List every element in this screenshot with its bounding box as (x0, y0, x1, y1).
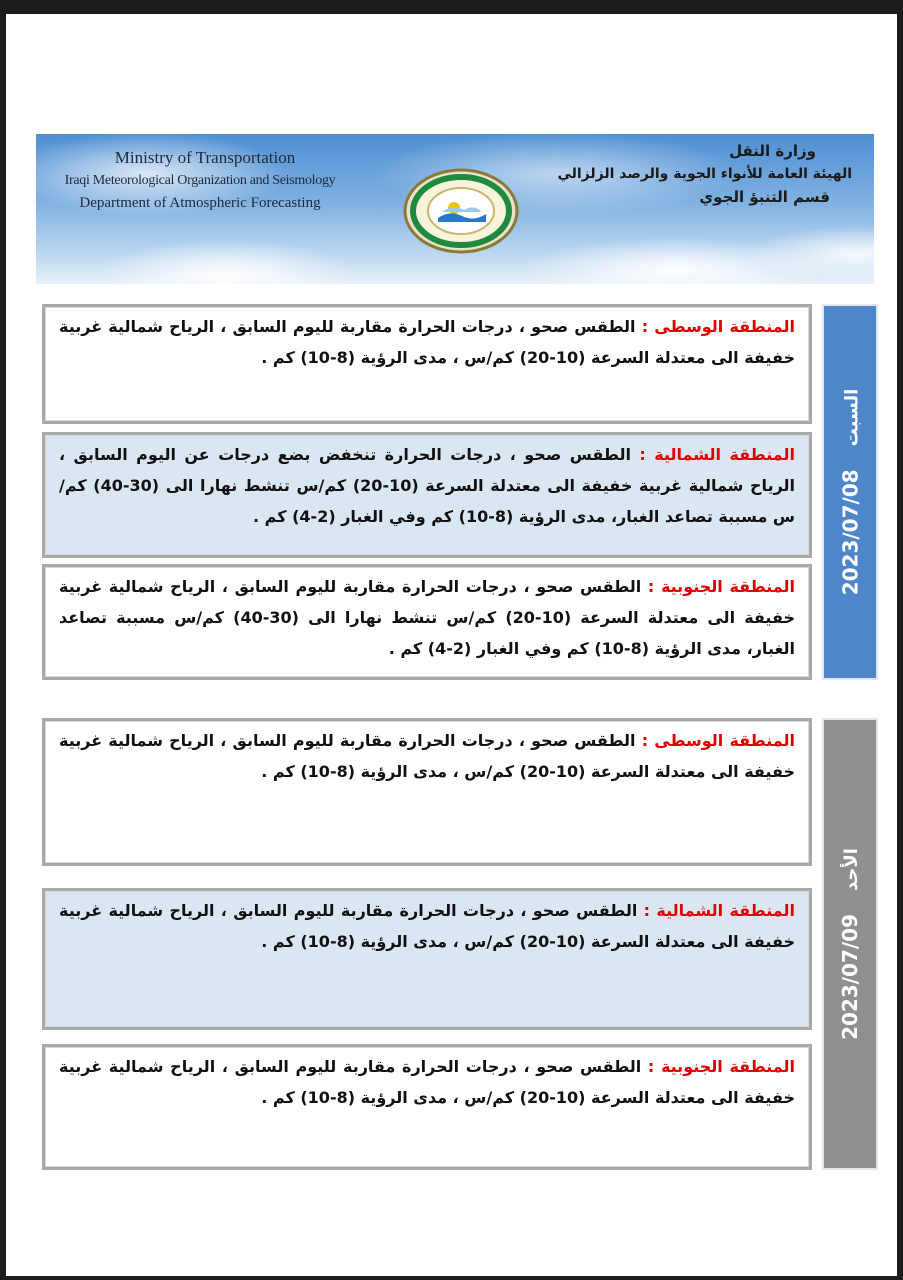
region-label: المنطقة الجنوبية : (647, 577, 796, 596)
region-forecast-central (42, 718, 812, 866)
region-forecast-text: الطقس صحو ، درجات الحرارة تنخفض بضع درجات عن اليوم السابق ، الرياح شمالية غربية خفيفة الى معتدلة السرعة (10-20) كم/س تنشط نهارا الى (30-40) كم/س مسببة تصاعد الغبار، مدى الرؤية (8-10) كم وفي الغبار (2-4) كم . (59, 445, 796, 526)
forecast-date: 2023/07/09 (838, 913, 863, 1040)
forecast-day-name: الأحد (841, 848, 863, 892)
region-label: المنطقة الجنوبية : (647, 1057, 796, 1076)
region-forecast-central (42, 304, 812, 424)
region-forecast-south (42, 564, 812, 680)
region-forecast-text: الطقس صحو ، درجات الحرارة مقاربة لليوم السابق ، الرياح شمالية غربية خفيفة الى معتدلة السرعة (10-20) كم/س ، مدى الرؤية (8-10) كم . (59, 731, 795, 781)
organization-name-en: Iraqi Meteorological Organization and Seismology (64, 173, 336, 188)
header-english-block (50, 148, 350, 212)
region-forecast-text: الطقس صحو ، درجات الحرارة مقاربة لليوم السابق ، الرياح شمالية غربية خفيفة الى معتدلة السرعة (10-20) كم/س ، مدى الرؤية (8-10) كم . (59, 901, 795, 951)
forecast-day-1 (36, 304, 878, 680)
forecast-day-name: السبت (841, 388, 862, 447)
region-label: المنطقة الشمالية : (639, 445, 796, 464)
ministry-name-en: Ministry of Transportation (114, 148, 296, 167)
date-sidebar (822, 718, 878, 1170)
ministry-name-ar: وزارة النقل (729, 142, 816, 160)
region-forecast-text: الطقس صحو ، درجات الحرارة مقاربة لليوم السابق ، الرياح شمالية غربية خفيفة الى معتدلة السرعة (10-20) كم/س ، مدى الرؤية (8-10) كم . (59, 1057, 795, 1107)
region-label: المنطقة الشمالية : (643, 901, 796, 920)
department-name-en: Department of Atmospheric Forecasting (79, 195, 321, 211)
region-forecast-north (42, 888, 812, 1030)
document-page (6, 14, 897, 1276)
region-forecast-north (42, 432, 812, 558)
region-forecast-text: الطقس صحو ، درجات الحرارة مقاربة لليوم السابق ، الرياح شمالية غربية خفيفة الى معتدلة السرعة (10-20) كم/س تنشط نهارا الى (30-40) كم/س مسببة تصاعد الغبار، مدى الرؤية (8-10) كم وفي الغبار (2-4) كم . (59, 577, 795, 658)
organization-name-ar: الهيئة العامة للأنواء الجوية والرصد الزلزالي (557, 166, 852, 182)
region-forecast-south (42, 1044, 812, 1170)
department-name-ar: قسم التنبؤ الجوي (699, 188, 830, 206)
forecast-date: 2023/07/08 (838, 469, 862, 596)
date-sidebar (822, 304, 878, 680)
meteorological-organization-seal-icon (402, 168, 520, 254)
header-banner (36, 134, 874, 284)
region-label: المنطقة الوسطى : (641, 731, 796, 750)
forecast-day-2 (36, 718, 878, 1170)
header-arabic-block (552, 142, 852, 206)
region-label: المنطقة الوسطى : (641, 317, 796, 336)
region-forecast-text: الطقس صحو ، درجات الحرارة مقاربة لليوم السابق ، الرياح شمالية غربية خفيفة الى معتدلة السرعة (10-20) كم/س ، مدى الرؤية (8-10) كم . (59, 317, 795, 367)
